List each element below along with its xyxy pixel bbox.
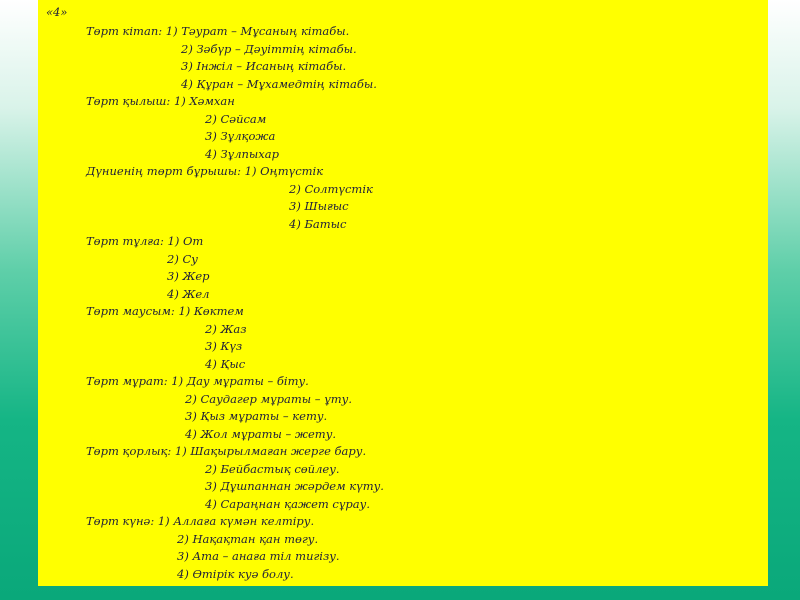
group-item: 4) Жел [167, 287, 210, 301]
heading: «4» [46, 5, 68, 19]
group-first-line: Төрт қылыш: 1) Хәмхан [86, 94, 235, 108]
group-item: 4) Сараңнан қажет сұрау. [205, 497, 370, 511]
group-first-line: Төрт тұлға: 1) От [86, 234, 204, 248]
group-item: 2) Солтүстік [289, 182, 373, 196]
group-item: 3) Шығыс [289, 199, 349, 213]
group-first-line: Төрт маусым: 1) Көктем [86, 304, 244, 318]
group-item: 4) Қыс [205, 357, 246, 371]
group-first-line: Төрт қорлық: 1) Шақырылмаған жерге бару. [86, 444, 367, 458]
group-item: 4) Батыс [289, 217, 347, 231]
group-item: 2) Нақақтан қан төгу. [177, 532, 319, 546]
group-item: 2) Саудагер мұраты – ұту. [185, 392, 353, 406]
group-item: 3) Зұлқожа [205, 129, 276, 143]
group-item: 4) Зұлпыхар [205, 147, 279, 161]
group-item: 4) Құран – Мұхамедтің кітабы. [181, 77, 377, 91]
group-item: 3) Дұшпаннан жәрдем күту. [205, 479, 384, 493]
group-item: 3) Ата – анаға тіл тигізу. [177, 549, 340, 563]
group-item: 2) Зәбүр – Дәуіттің кітабы. [181, 42, 357, 56]
group-first-line: Төрт кітап: 1) Тәурат – Мұсаның кітабы. [86, 24, 350, 38]
group-first-line: Төрт күнә: 1) Аллаға күмән келтіру. [86, 514, 315, 528]
group-first-line: Дүниенің төрт бұрышы: 1) Оңтүстік [86, 164, 324, 178]
group-item: 2) Су [167, 252, 198, 266]
group-item: 3) Қыз мұраты – кету. [185, 409, 328, 423]
group-first-line: Төрт мұрат: 1) Дау мұраты – біту. [86, 374, 309, 388]
group-item: 3) Жер [167, 269, 210, 283]
group-item: 2) Жаз [205, 322, 247, 336]
group-item: 2) Сәйсам [205, 112, 267, 126]
group-item: 3) Інжіл – Исаның кітабы. [181, 59, 347, 73]
slide [38, 0, 768, 586]
group-item: 3) Күз [205, 339, 243, 353]
group-item: 4) Өтірік куә болу. [177, 567, 294, 581]
group-item: 2) Бейбастық сөйлеу. [205, 462, 340, 476]
group-item: 4) Жол мұраты – жету. [185, 427, 337, 441]
